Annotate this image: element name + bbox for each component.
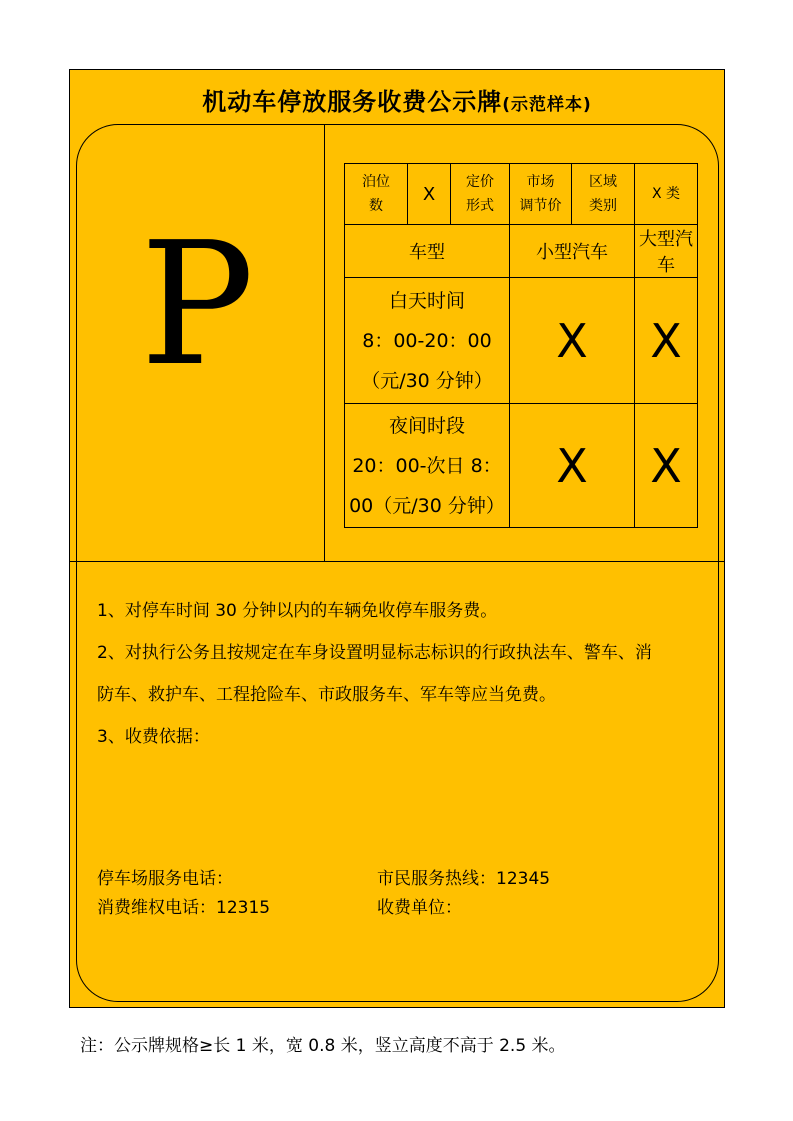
sign-title-text: 机动车停放服务收费公示牌 [202,88,503,116]
large-car-label: 大型汽车 [635,225,698,278]
sign-title [70,82,724,117]
nighttime-large-price: X [635,404,698,528]
daytime-label: 白天时间 8：00-20：00 （元/30 分钟） [345,278,510,404]
rate-table [344,163,698,528]
charging-unit: 收费单位： [377,898,462,918]
berth-count-value: X [408,164,451,225]
vertical-divider [324,124,325,561]
parking-phone: 停车场服务电话： [97,869,233,889]
vehicle-type-row [345,225,698,278]
berth-count-label: 泊位 数 [345,164,408,225]
pricing-form-label: 定价 形式 [451,164,510,225]
nighttime-label: 夜间时段 20：00-次日 8： 00（元/30 分钟） [345,404,510,528]
note-item: 防车、救护车、工程抢险车、市政服务车、军车等应当免费。 [97,685,556,705]
note-item: 2、对执行公务且按规定在车身设置明显标志标识的行政执法车、警车、消 [97,643,652,663]
daytime-large-price: X [635,278,698,404]
nighttime-small-price: X [510,404,635,528]
vehicle-type-label: 车型 [345,225,510,278]
pricing-form-value: 市场 调节价 [510,164,572,225]
daytime-small-price: X [510,278,635,404]
small-car-label: 小型汽车 [510,225,635,278]
table-header-row [345,164,698,225]
zone-category-label: 区域 类别 [572,164,635,225]
contacts [97,865,717,923]
citizen-hotline: 市民服务热线：12345 [377,869,551,889]
daytime-row [345,278,698,404]
footnote: 注：公示牌规格≥长 1 米，宽 0.8 米，竖立高度不高于 2.5 米。 [80,1036,566,1056]
note-item: 1、对停车时间 30 分钟以内的车辆免收停车服务费。 [97,601,498,621]
notes [97,590,707,758]
notice-sign [69,69,725,1008]
parking-symbol: P [140,206,255,404]
nighttime-row [345,404,698,528]
horizontal-divider [70,561,724,562]
consumer-phone: 消费维权电话：12315 [97,898,271,918]
zone-category-value: X 类 [635,164,698,225]
sign-title-note: (示范样本) [502,95,592,115]
note-item: 3、收费依据： [97,727,210,747]
